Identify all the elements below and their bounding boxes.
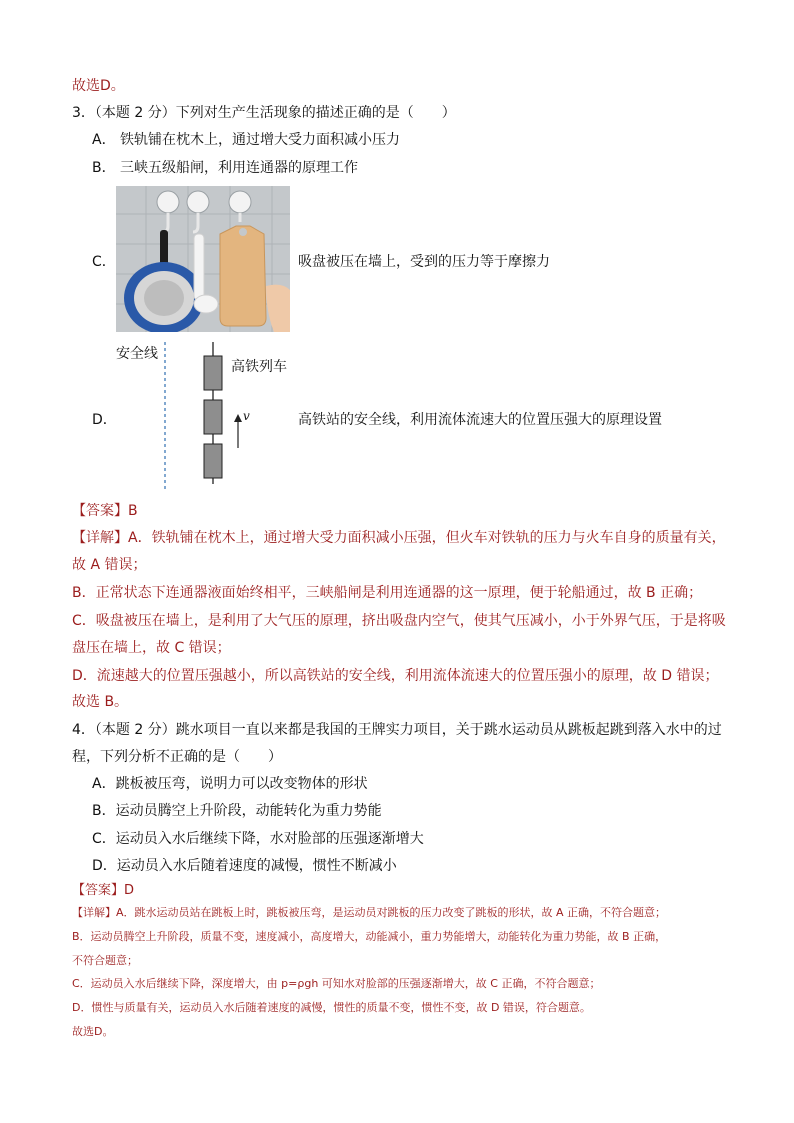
train-car-1 [204, 356, 222, 390]
q4-explanation-line: C．运动员入水后继续下降，深度增大，由 p=ρgh 可知水对脸部的压强逐渐增大，故 C 正确，不符合题意； [72, 977, 601, 990]
suction-cup-hooks-photo [116, 186, 290, 332]
velocity-arrowhead-icon [234, 414, 242, 422]
q3-explanation-line: 故选 B。 [72, 694, 129, 710]
q4-explanation-line: B．运动员腾空上升阶段，质量不变，速度减小，高度增大，动能减小，重力势能增大，动能转化为重力势能，故 B 正确， [72, 930, 667, 943]
velocity-label: v [243, 409, 250, 423]
q4-explanation-line: D．惯性与质量有关，运动员入水后随着速度的减慢，惯性的质量不变，惯性不变，故 D 错误，符合题意。 [72, 1001, 591, 1014]
train-label: 高铁列车 [231, 359, 287, 375]
q4-stem-line-1: 4．（本题 2 分）跳水项目一直以来都是我国的王牌实力项目，关于跳水运动员从跳板起跳到落入水中的过 [72, 722, 722, 738]
train-car-2 [204, 400, 222, 434]
q3-option-a: A． 铁轨铺在枕木上，通过增大受力面积减小压力 [92, 132, 401, 148]
q3-option-c-label: C． [92, 254, 116, 270]
q3-option-d-label: D． [92, 412, 117, 428]
q3-explanation-line: 盘压在墙上，故 C 错误； [72, 640, 231, 656]
q4-explanation-line: 不符合题意； [72, 954, 138, 967]
q3-explanation-line: B．正常状态下连通器液面始终相平，三峡船闸是利用连通器的这一原理，便于轮船通过，故 B 正确； [72, 585, 703, 601]
q3-option-d-text: 高铁站的安全线，利用流体流速大的位置压强大的原理设置 [298, 412, 662, 428]
q4-option-d: D．运动员入水后随着速度的减慢，惯性不断减小 [92, 858, 397, 874]
q2-conclusion: 故选D。 [72, 78, 125, 94]
q3-stem: 3．（本题 2 分）下列对生产生活现象的描述正确的是（ ） [72, 105, 456, 121]
q3-explanation-line: D．流速越大的位置压强越小，所以高铁站的安全线，利用流体流速大的位置压强小的原理，故 D 错误； [72, 668, 719, 684]
q3-option-c-text: 吸盘被压在墙上，受到的压力等于摩擦力 [298, 254, 550, 270]
q4-answer: 【答案】D [72, 883, 135, 898]
q3-option-b: B． 三峡五级船闸，利用连通器的原理工作 [92, 160, 359, 176]
wall-hooks-illustration [116, 186, 290, 332]
train-car-3 [204, 444, 222, 478]
safety-line-label: 安全线 [116, 346, 158, 362]
q3-explanation-line: 故 A 错误； [72, 557, 147, 573]
q3-explanation-line: 【详解】A．铁轨铺在枕木上，通过增大受力面积减小压强，但火车对铁轨的压力与火车自身的质量有关， [72, 530, 726, 546]
q4-option-a: A．跳板被压弯，说明力可以改变物体的形状 [92, 776, 368, 792]
q4-explanation-line: 故选D。 [72, 1025, 114, 1038]
q4-stem-line-2: 程，下列分析不正确的是（ ） [72, 749, 282, 765]
q3-answer: 【答案】B [72, 503, 138, 519]
q4-explanation-line: 【详解】A．跳水运动员站在跳板上时，跳板被压弯，是运动员对跳板的压力改变了跳板的形状，故 A 正确，不符合题意； [72, 906, 667, 919]
q4-option-b: B．运动员腾空上升阶段，动能转化为重力势能 [92, 803, 382, 819]
q3-explanation-line: C．吸盘被压在墙上，是利用了大气压的原理，挤出吸盘内空气，使其气压减小，小于外界气压，于是将吸 [72, 613, 726, 629]
q4-option-c: C．运动员入水后继续下降，水对脸部的压强逐渐增大 [92, 831, 424, 847]
